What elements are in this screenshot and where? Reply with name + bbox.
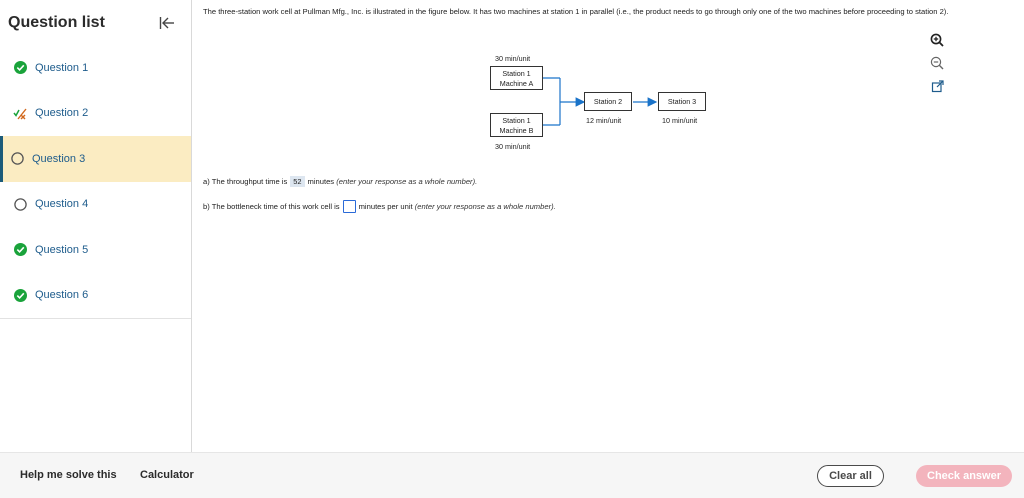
check-circle-icon [13, 61, 27, 75]
question-item-6[interactable] [0, 273, 191, 319]
empty-circle-icon [10, 152, 24, 166]
machine-b-rate: 30 min/unit [495, 142, 531, 151]
question-label: Question 5 [35, 243, 89, 256]
question-item-3[interactable] [0, 136, 191, 182]
check-answer-button[interactable]: Check answer [916, 465, 1012, 487]
question-label: Question 4 [35, 198, 89, 211]
question-item-5[interactable] [0, 227, 191, 273]
part-b [203, 200, 556, 213]
collapse-sidebar-icon[interactable] [157, 13, 177, 33]
part-a [203, 176, 477, 187]
figure-tools [929, 32, 945, 101]
part-a-instruction: (enter your response as a whole number). [336, 177, 478, 186]
station2-label: Station 2 [593, 97, 623, 106]
part-b-prefix: b) The bottleneck time of this work cell is [203, 202, 340, 211]
calculator-button[interactable]: Calculator [140, 469, 194, 481]
part-a-prefix: a) The throughput time is [203, 177, 288, 186]
part-a-suffix: minutes [307, 177, 335, 186]
machine-b-label: Machine B [499, 125, 534, 135]
question-item-2[interactable] [0, 91, 191, 137]
question-label: Question 1 [35, 61, 89, 74]
sidebar-title: Question list [8, 13, 105, 31]
part-b-answer-input[interactable] [343, 200, 356, 213]
question-sidebar [0, 0, 192, 452]
question-item-1[interactable] [0, 45, 191, 91]
zoom-in-icon[interactable] [929, 32, 945, 48]
station1-machine-a-box [490, 66, 543, 90]
station3-label: Station 3 [667, 97, 697, 106]
question-item-4[interactable] [0, 182, 191, 228]
footer-bar [0, 452, 1024, 498]
machine-b-station-label: Station 1 [502, 116, 531, 125]
machine-a-label: Machine A [499, 78, 534, 88]
question-content [192, 0, 1024, 452]
check-circle-icon [13, 243, 27, 257]
machine-a-rate: 30 min/unit [495, 54, 531, 63]
part-b-instruction: (enter your response as a whole number). [414, 202, 556, 211]
partial-credit-icon [13, 106, 27, 120]
station3-box [658, 92, 706, 111]
help-me-solve-button[interactable]: Help me solve this [20, 469, 117, 481]
station1-machine-b-box [490, 113, 543, 137]
open-external-icon[interactable] [929, 78, 945, 94]
question-label: Question 2 [35, 107, 89, 120]
clear-all-button[interactable]: Clear all [817, 465, 884, 487]
part-b-suffix: minutes per unit [358, 202, 413, 211]
part-a-answer[interactable]: 52 [290, 176, 304, 187]
question-label: Question 6 [35, 289, 89, 302]
zoom-out-icon[interactable] [929, 55, 945, 71]
problem-prompt: The three-station work cell at Pullman Mfg., Inc. is illustrated in the figure below. It has two machines at station 1 in parallel (i.e., the product needs to go through only one of the two machines before proceeding to station 2). [203, 7, 949, 16]
question-list [0, 45, 191, 319]
machine-a-station-label: Station 1 [502, 69, 531, 78]
sidebar-header [0, 0, 191, 45]
station2-rate: 12 min/unit [586, 116, 622, 125]
work-cell-figure [488, 50, 728, 160]
check-circle-icon [13, 288, 27, 302]
empty-circle-icon [13, 197, 27, 211]
station2-box [584, 92, 632, 111]
station3-rate: 10 min/unit [662, 116, 698, 125]
question-label: Question 3 [32, 152, 86, 165]
